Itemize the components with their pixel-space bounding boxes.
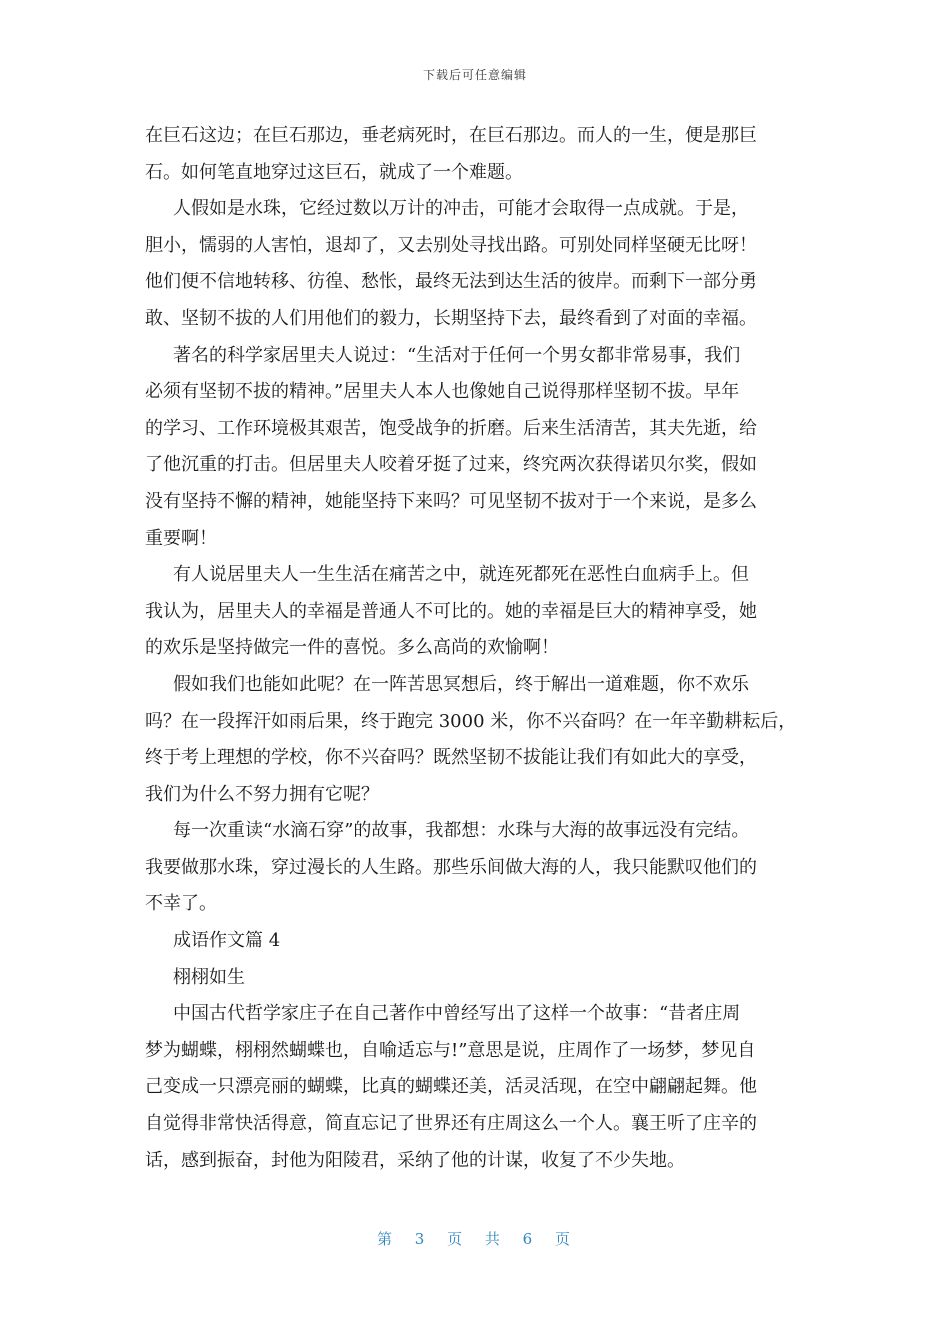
text-line: 胆小，懦弱的人害怕，退却了，又去别处寻找出路。可别处同样坚硬无比呀！ — [145, 234, 757, 256]
text-line: 没有坚持不懈的精神，她能坚持下来吗？可见坚韧不拔对于一个来说，是多么 — [145, 490, 757, 512]
text-line: 我要做那水珠，穿过漫长的人生路。那些乐间做大海的人，我只能默叹他们的 — [145, 856, 757, 878]
text-line: 不幸了。 — [145, 893, 217, 915]
text-line: 我认为，居里夫人的幸福是普通人不可比的。她的幸福是巨大的精神享受，她 — [145, 600, 757, 622]
text-line: 敢、坚韧不拔的人们用他们的毅力，长期坚持下去，最终看到了对面的幸福。 — [145, 307, 757, 329]
text-line: 必须有坚韧不拔的精神。”居里夫人本人也像她自己说得那样坚韧不拔。早年 — [145, 381, 740, 403]
text-line: 梦为蝴蝶，栩栩然蝴蝶也，自喻适忘与!”意思是说，庄周作了一场梦，梦见自 — [145, 1039, 756, 1061]
text-line: 自觉得非常快活得意，简直忘记了世界还有庄周这么一个人。襄王听了庄辛的 — [145, 1113, 757, 1135]
text-line: 己变成一只漂亮丽的蝴蝶，比真的蝴蝶还美，活灵活现，在空中翩翩起舞。他 — [145, 1076, 757, 1098]
text-line: 的欢乐是坚持做完一件的喜悦。多么高尚的欢愉啊！ — [145, 637, 559, 659]
text-line: 他们便不信地转移、彷徨、愁怅，最终无法到达生活的彼岸。而剩下一部分勇 — [145, 271, 757, 293]
header-note: 下载后可任意编辑 — [422, 68, 527, 82]
paragraph-start-line: 著名的科学家居里夫人说过：“生活对于任何一个男女都非常易事，我们 — [173, 344, 741, 366]
section-heading: 成语作文篇 4 — [173, 930, 281, 952]
text-line: 石。如何笔直地穿过这巨石，就成了一个难题。 — [145, 161, 523, 183]
text-line: 吗？在一段挥汗如雨后果，终于跑完 3000 米，你不兴奋吗？在一年辛勤耕耘后， — [145, 710, 797, 732]
text-line: 重要啊！ — [145, 527, 217, 549]
text-line: 我们为什么不努力拥有它呢？ — [145, 783, 379, 805]
paragraph-start-line: 有人说居里夫人一生生活在痛苦之中，就连死都死在恶性白血病手上。但 — [173, 564, 749, 586]
text-line: 话，感到振奋，封他为阳陵君，采纳了他的计谋，收复了不少失地。 — [145, 1149, 685, 1171]
page-number: 第 3 页 共 6 页 — [377, 1230, 573, 1248]
text-line: 在巨石这边；在巨石那边，垂老病死时，在巨石那边。而人的一生，便是那巨 — [145, 125, 757, 146]
text-line: 的学习、工作环境极其艰苦，饱受战争的折磨。后来生活清苦，其夫先逝，给 — [145, 417, 757, 439]
essay-title: 栩栩如生 — [173, 966, 245, 988]
document-body — [145, 118, 815, 1179]
text-line: 了他沉重的打击。但居里夫人咬着牙挺了过来，终究两次获得诺贝尔奖，假如 — [145, 454, 757, 476]
paragraph-start-line: 人假如是水珠，它经过数以万计的冲击，可能才会取得一点成就。于是， — [173, 198, 749, 220]
paragraph-start-line: 中国古代哲学家庄子在自己著作中曾经写出了这样一个故事：“昔者庄周 — [173, 1003, 741, 1025]
paragraph-start-line: 每一次重读“水滴石穿”的故事，我都想：水珠与大海的故事远没有完结。 — [173, 820, 750, 842]
text-line: 终于考上理想的学校，你不兴奋吗？既然坚韧不拔能让我们有如此大的享受， — [145, 747, 757, 769]
paragraph-start-line: 假如我们也能如此呢？在一阵苦思冥想后，终于解出一道难题，你不欢乐 — [173, 673, 749, 695]
